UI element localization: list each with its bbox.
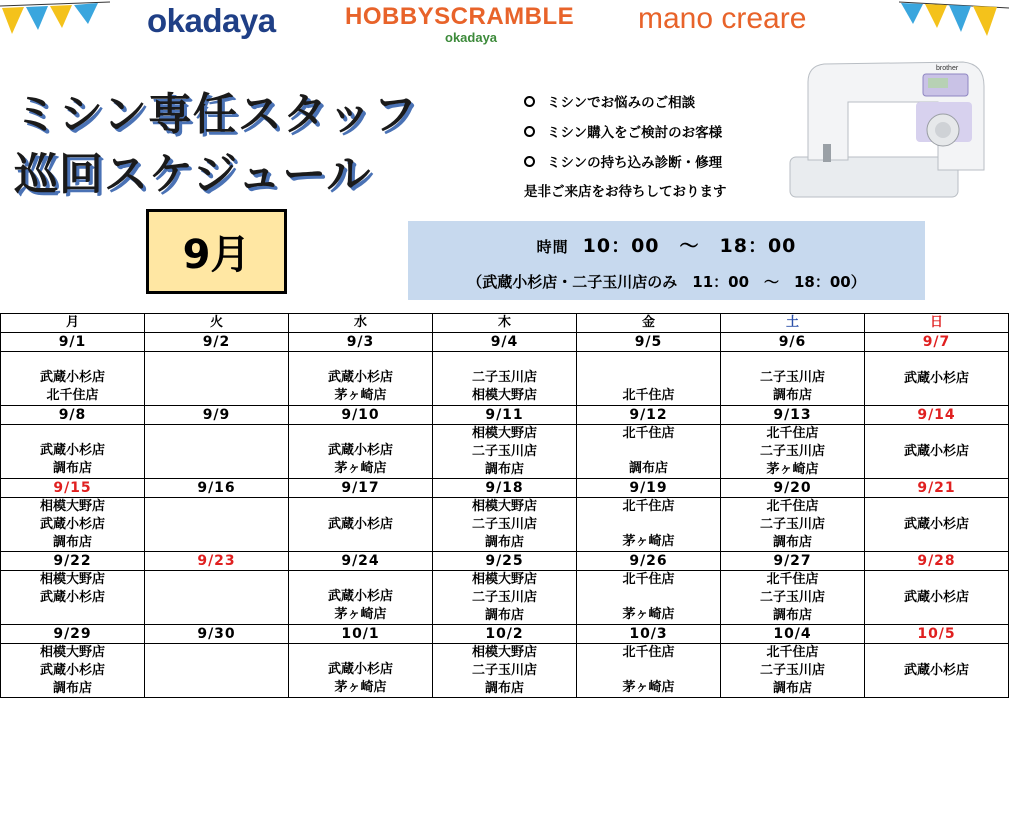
store-name: 相模大野店 bbox=[471, 499, 537, 514]
store-name bbox=[865, 644, 1008, 662]
store-name: 調布店 bbox=[628, 461, 668, 476]
store-name: 武蔵小杉店 bbox=[39, 370, 105, 385]
store-name: 二子玉川店 bbox=[471, 370, 537, 385]
store-name: 武蔵小杉店 bbox=[327, 662, 393, 677]
store-cell bbox=[289, 498, 433, 552]
store-name: 二子玉川店 bbox=[759, 590, 825, 605]
store-row bbox=[1, 644, 1009, 698]
store-name: 武蔵小杉店 bbox=[903, 516, 969, 532]
store-name: 武蔵小杉店 bbox=[327, 443, 393, 458]
store-cell bbox=[1, 352, 145, 406]
store-name: 武蔵小杉店 bbox=[903, 589, 969, 605]
store-cell bbox=[721, 352, 865, 406]
date-cell: 9/15 bbox=[1, 479, 145, 498]
store-name: 北千住店 bbox=[622, 572, 675, 587]
bunting-right-decoration bbox=[899, 0, 1009, 40]
date-cell: 9/9 bbox=[145, 406, 289, 425]
store-name bbox=[145, 533, 288, 551]
store-cell bbox=[433, 498, 577, 552]
store-name bbox=[145, 425, 288, 443]
store-cell bbox=[145, 571, 289, 625]
store-cell bbox=[577, 571, 721, 625]
store-cell bbox=[289, 571, 433, 625]
date-row bbox=[1, 406, 1009, 425]
store-cell bbox=[721, 644, 865, 698]
store-name: 調布店 bbox=[484, 462, 524, 477]
store-name: 調布店 bbox=[52, 461, 92, 476]
page-title-line-2: 巡回スケジュール bbox=[14, 149, 372, 200]
date-cell: 9/12 bbox=[577, 406, 721, 425]
date-cell: 9/17 bbox=[289, 479, 433, 498]
store-name: 武蔵小杉店 bbox=[327, 370, 393, 385]
store-name: 武蔵小杉店 bbox=[903, 370, 969, 386]
store-name: 武蔵小杉店 bbox=[39, 517, 105, 532]
store-name: 武蔵小杉店 bbox=[903, 662, 969, 678]
store-name: 相模大野店 bbox=[39, 572, 105, 587]
bullet-circle-icon bbox=[524, 156, 535, 167]
date-row bbox=[1, 625, 1009, 644]
store-name bbox=[289, 352, 432, 369]
store-name: 茅ヶ崎店 bbox=[334, 461, 387, 476]
hours-label: 時間 bbox=[536, 238, 569, 256]
note-item: ミシンの持ち込み診断・修理 bbox=[524, 146, 727, 176]
weekday-header: 水 bbox=[289, 314, 433, 333]
weekday-header: 金 bbox=[577, 314, 721, 333]
store-name bbox=[289, 498, 432, 516]
weekday-header: 木 bbox=[433, 314, 577, 333]
store-name: 茅ヶ崎店 bbox=[334, 680, 387, 695]
weekday-header-sunday: 日 bbox=[865, 314, 1009, 333]
store-cell bbox=[433, 571, 577, 625]
weekday-header: 火 bbox=[145, 314, 289, 333]
sewing-machine-image bbox=[788, 52, 993, 202]
date-row bbox=[1, 479, 1009, 498]
store-name bbox=[145, 589, 288, 607]
store-name: 相模大野店 bbox=[471, 388, 537, 403]
store-row bbox=[1, 425, 1009, 479]
store-name bbox=[577, 370, 720, 388]
store-name: 北千住店 bbox=[622, 645, 675, 660]
store-row bbox=[1, 498, 1009, 552]
date-cell: 9/11 bbox=[433, 406, 577, 425]
store-name bbox=[289, 644, 432, 661]
store-name: 茅ヶ崎店 bbox=[766, 462, 819, 477]
date-cell: 9/1 bbox=[1, 333, 145, 352]
weekday-header: 月 bbox=[1, 314, 145, 333]
store-cell bbox=[145, 425, 289, 479]
store-name bbox=[145, 516, 288, 534]
store-name: 茅ヶ崎店 bbox=[334, 607, 387, 622]
store-name: 二子玉川店 bbox=[759, 444, 825, 459]
weekday-header-saturday: 土 bbox=[721, 314, 865, 333]
store-name: 北千住店 bbox=[622, 426, 675, 441]
store-name bbox=[145, 644, 288, 662]
date-cell: 9/22 bbox=[1, 552, 145, 571]
service-notes bbox=[524, 86, 727, 200]
date-cell: 9/4 bbox=[433, 333, 577, 352]
store-name bbox=[145, 662, 288, 680]
store-row bbox=[1, 571, 1009, 625]
hobbyscramble-logo: HOBBYSCRAMBLE bbox=[345, 3, 575, 30]
store-name: 茅ヶ崎店 bbox=[622, 534, 675, 549]
store-name bbox=[289, 571, 432, 588]
store-name: 調布店 bbox=[772, 535, 812, 550]
store-name: 二子玉川店 bbox=[759, 663, 825, 678]
store-name: 調布店 bbox=[484, 608, 524, 623]
store-name: 調布店 bbox=[52, 681, 92, 696]
store-cell bbox=[433, 644, 577, 698]
schedule-table bbox=[0, 313, 1009, 698]
store-name: 相模大野店 bbox=[39, 499, 105, 514]
store-name bbox=[145, 571, 288, 589]
date-cell: 9/13 bbox=[721, 406, 865, 425]
store-cell bbox=[145, 498, 289, 552]
store-name bbox=[145, 352, 288, 370]
store-name: 武蔵小杉店 bbox=[327, 589, 393, 604]
store-cell bbox=[289, 644, 433, 698]
store-cell bbox=[577, 425, 721, 479]
date-cell: 9/20 bbox=[721, 479, 865, 498]
store-name bbox=[865, 425, 1008, 443]
store-name bbox=[865, 534, 1008, 552]
store-cell bbox=[721, 571, 865, 625]
store-name: 相模大野店 bbox=[471, 572, 537, 587]
mano-creare-logo: mano creare bbox=[638, 2, 807, 35]
date-row bbox=[1, 333, 1009, 352]
bullet-circle-icon bbox=[524, 126, 535, 137]
store-name bbox=[577, 662, 720, 679]
weekday-header-row bbox=[1, 314, 1009, 333]
date-cell: 9/27 bbox=[721, 552, 865, 571]
date-cell: 9/23 bbox=[145, 552, 289, 571]
hobbyscramble-sub-logo: okadaya bbox=[445, 30, 498, 45]
date-cell: 9/19 bbox=[577, 479, 721, 498]
store-name bbox=[721, 352, 864, 369]
store-name: 相模大野店 bbox=[39, 645, 105, 660]
date-cell: 9/8 bbox=[1, 406, 145, 425]
store-name bbox=[577, 516, 720, 533]
store-name: 相模大野店 bbox=[471, 426, 537, 441]
store-name bbox=[433, 352, 576, 369]
store-name: 武蔵小杉店 bbox=[327, 516, 393, 532]
store-cell bbox=[145, 352, 289, 406]
store-cell bbox=[721, 425, 865, 479]
date-cell: 9/14 bbox=[865, 406, 1009, 425]
store-name bbox=[577, 352, 720, 370]
store-cell bbox=[865, 644, 1009, 698]
date-cell: 9/2 bbox=[145, 333, 289, 352]
store-name: 北千住店 bbox=[622, 388, 675, 403]
store-name: 二子玉川店 bbox=[471, 444, 537, 459]
store-name bbox=[865, 571, 1008, 589]
store-name: 調布店 bbox=[52, 535, 92, 550]
store-name: 北千住店 bbox=[766, 499, 819, 514]
store-name bbox=[865, 607, 1008, 625]
store-name: 北千住店 bbox=[622, 499, 675, 514]
store-name bbox=[145, 387, 288, 405]
store-cell bbox=[1, 498, 145, 552]
date-cell: 9/5 bbox=[577, 333, 721, 352]
date-cell: 10/2 bbox=[433, 625, 577, 644]
month-label: 9月 bbox=[146, 209, 287, 294]
store-name: 調布店 bbox=[772, 681, 812, 696]
store-name bbox=[1, 352, 144, 369]
store-name bbox=[289, 425, 432, 442]
store-cell bbox=[1, 425, 145, 479]
store-cell bbox=[721, 498, 865, 552]
store-name: 茅ヶ崎店 bbox=[622, 680, 675, 695]
date-cell: 9/21 bbox=[865, 479, 1009, 498]
date-cell: 10/5 bbox=[865, 625, 1009, 644]
store-cell bbox=[289, 425, 433, 479]
date-cell: 9/7 bbox=[865, 333, 1009, 352]
store-name bbox=[1, 607, 144, 624]
store-name: 北千住店 bbox=[766, 645, 819, 660]
store-cell bbox=[1, 571, 145, 625]
store-name bbox=[289, 534, 432, 552]
note-item: ミシン購入をご検討のお客様 bbox=[524, 116, 727, 146]
store-name bbox=[865, 461, 1008, 479]
store-name: 二子玉川店 bbox=[759, 517, 825, 532]
date-cell: 9/28 bbox=[865, 552, 1009, 571]
store-name bbox=[145, 460, 288, 478]
store-name: 茅ヶ崎店 bbox=[622, 607, 675, 622]
store-cell bbox=[433, 352, 577, 406]
store-name: 北千住店 bbox=[46, 388, 99, 403]
store-name bbox=[1, 425, 144, 442]
date-cell: 10/3 bbox=[577, 625, 721, 644]
store-name: 調布店 bbox=[484, 535, 524, 550]
store-name bbox=[865, 352, 1008, 370]
store-cell bbox=[865, 352, 1009, 406]
store-cell bbox=[865, 498, 1009, 552]
store-name: 北千住店 bbox=[766, 572, 819, 587]
date-cell: 9/26 bbox=[577, 552, 721, 571]
date-cell: 9/24 bbox=[289, 552, 433, 571]
page-title-line-1: ミシン専任スタッフ bbox=[14, 89, 418, 140]
store-name: 二子玉川店 bbox=[471, 517, 537, 532]
store-name: 調布店 bbox=[772, 608, 812, 623]
date-cell: 9/10 bbox=[289, 406, 433, 425]
business-hours-panel bbox=[408, 221, 925, 300]
store-cell bbox=[577, 644, 721, 698]
store-cell bbox=[865, 425, 1009, 479]
store-cell bbox=[865, 571, 1009, 625]
hours-range: 10：00 ～ 18：00 bbox=[582, 235, 797, 257]
store-name bbox=[865, 388, 1008, 406]
store-cell bbox=[289, 352, 433, 406]
date-cell: 9/29 bbox=[1, 625, 145, 644]
store-name bbox=[145, 370, 288, 388]
store-row bbox=[1, 352, 1009, 406]
store-name bbox=[145, 606, 288, 624]
store-cell bbox=[1, 644, 145, 698]
store-name: 二子玉川店 bbox=[471, 663, 537, 678]
store-name: 調布店 bbox=[484, 681, 524, 696]
date-row bbox=[1, 552, 1009, 571]
date-cell: 9/16 bbox=[145, 479, 289, 498]
store-name bbox=[145, 679, 288, 697]
store-name: 武蔵小杉店 bbox=[39, 443, 105, 458]
closing-message: 是非ご来店をお待ちしております bbox=[524, 184, 727, 200]
date-cell: 9/25 bbox=[433, 552, 577, 571]
store-name: 相模大野店 bbox=[471, 645, 537, 660]
date-cell: 9/30 bbox=[145, 625, 289, 644]
date-cell: 9/6 bbox=[721, 333, 865, 352]
note-item: ミシンでお悩みのご相談 bbox=[524, 86, 727, 116]
store-name: 茅ヶ崎店 bbox=[334, 388, 387, 403]
store-name: 調布店 bbox=[772, 388, 812, 403]
store-name: 北千住店 bbox=[766, 426, 819, 441]
bullet-circle-icon bbox=[524, 96, 535, 107]
store-name: 二子玉川店 bbox=[471, 590, 537, 605]
store-cell bbox=[433, 425, 577, 479]
store-name bbox=[145, 443, 288, 461]
store-name bbox=[865, 680, 1008, 698]
store-cell bbox=[577, 352, 721, 406]
date-cell: 9/18 bbox=[433, 479, 577, 498]
date-cell: 10/1 bbox=[289, 625, 433, 644]
date-cell: 10/4 bbox=[721, 625, 865, 644]
svg-text:brother: brother bbox=[936, 65, 959, 72]
date-cell: 9/3 bbox=[289, 333, 433, 352]
hours-exception: （武蔵小杉店・二子玉川店のみ 11：00 ～ 18：00） bbox=[467, 273, 866, 291]
store-cell bbox=[145, 644, 289, 698]
store-name bbox=[577, 589, 720, 606]
store-name: 武蔵小杉店 bbox=[39, 663, 105, 678]
store-cell bbox=[577, 498, 721, 552]
bunting-left-decoration bbox=[0, 0, 110, 40]
store-name bbox=[577, 443, 720, 460]
store-name bbox=[145, 498, 288, 516]
okadaya-logo: okadaya bbox=[147, 2, 276, 39]
store-name: 二子玉川店 bbox=[759, 370, 825, 385]
store-name: 武蔵小杉店 bbox=[39, 590, 105, 605]
store-name bbox=[865, 498, 1008, 516]
store-name: 武蔵小杉店 bbox=[903, 443, 969, 459]
